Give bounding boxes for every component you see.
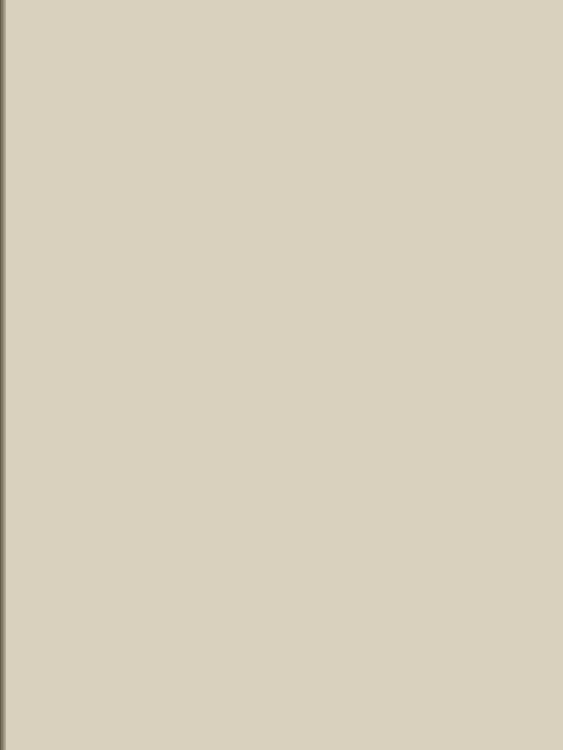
book-binding-edge xyxy=(0,0,6,750)
